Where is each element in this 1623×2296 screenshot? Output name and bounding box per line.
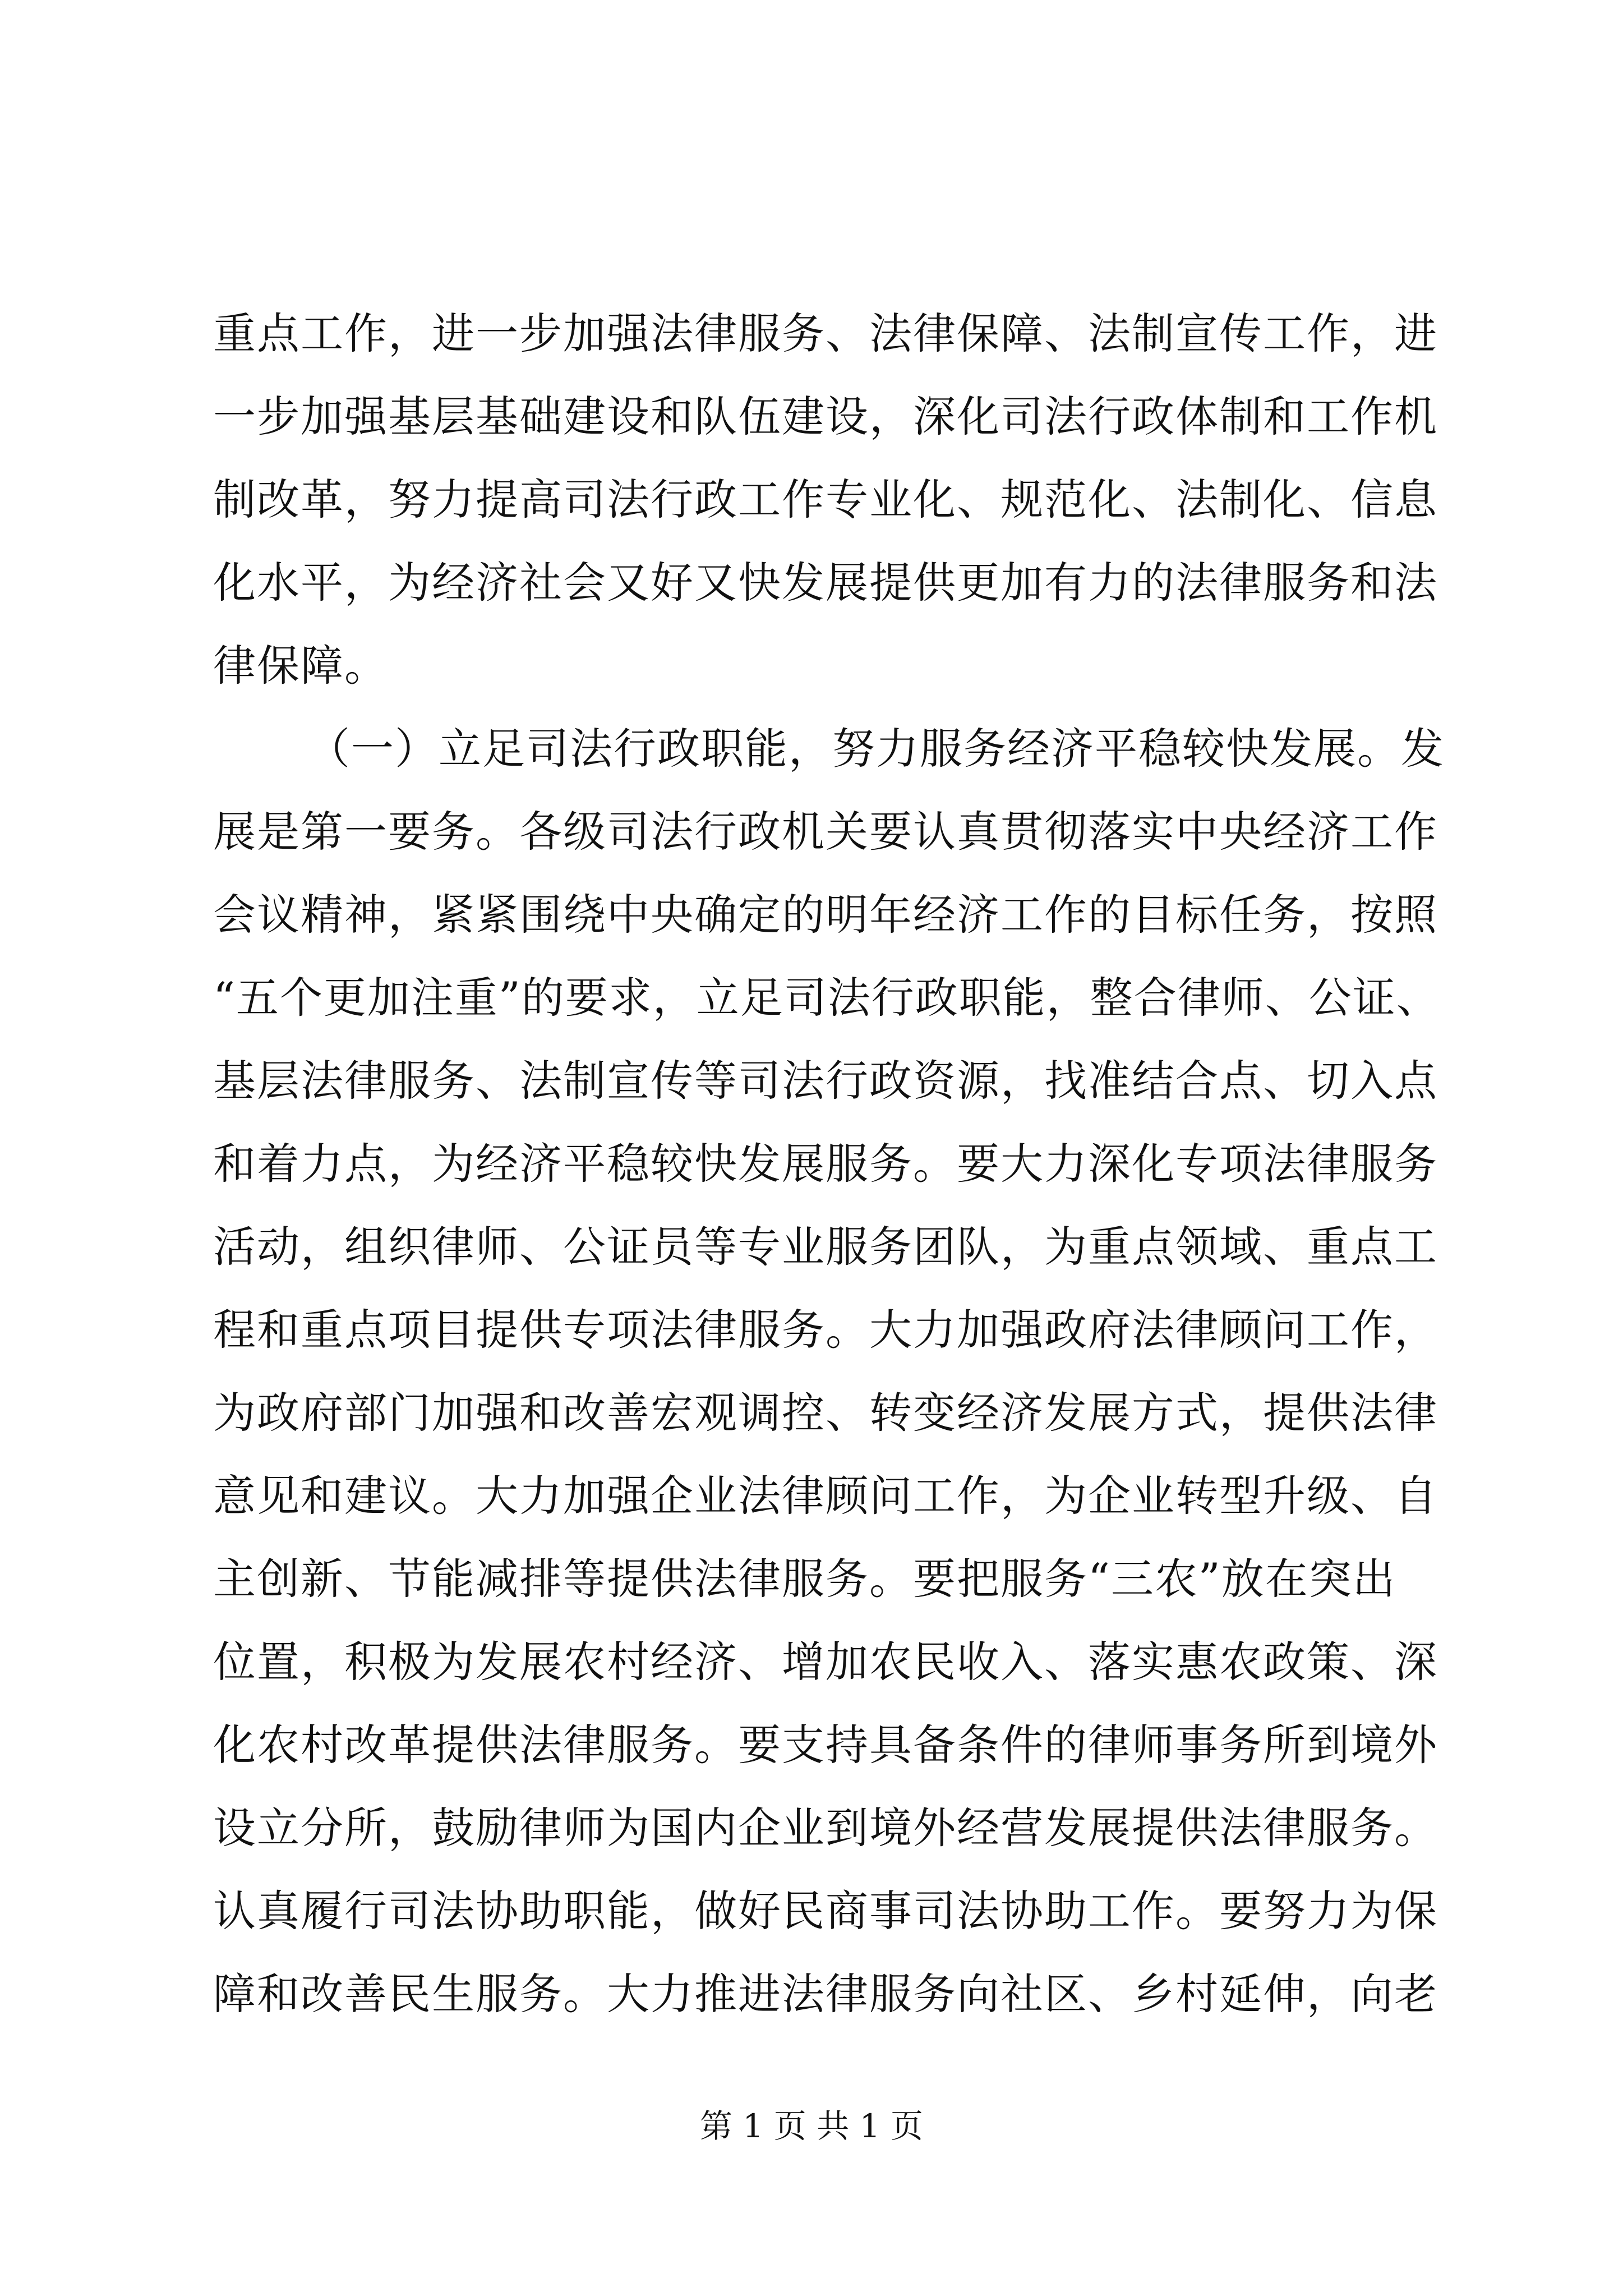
text-line: “五个更加注重”的要求，立足司法行政职能，整合律师、公证、 <box>213 973 1440 1023</box>
paragraph-first-line: （一）立足司法行政职能，努力服务经济平稳较快发展。发 <box>307 724 1445 774</box>
text-line: 认真履行司法协助职能，做好民商事司法协助工作。要努力为保 <box>213 1886 1438 1936</box>
text-line: 活动，组织律师、公证员等专业服务团队，为重点领域、重点工 <box>213 1222 1438 1272</box>
text-line: 障和改善民生服务。大力推进法律服务向社区、乡村延伸，向老 <box>213 1969 1438 2019</box>
text-line: 为政府部门加强和改善宏观调控、转变经济发展方式，提供法律 <box>213 1388 1438 1438</box>
text-line: 制改革，努力提高司法行政工作专业化、规范化、法制化、信息 <box>213 475 1438 524</box>
text-line: 会议精神，紧紧围绕中央确定的明年经济工作的目标任务，按照 <box>213 890 1438 940</box>
text-line: 化水平，为经济社会又好又快发展提供更加有力的法律服务和法 <box>213 558 1438 608</box>
page-number: 第 1 页 共 1 页 <box>700 2107 923 2145</box>
text-line: 化农村改革提供法律服务。要支持具备条件的律师事务所到境外 <box>213 1720 1438 1770</box>
text-line: 主创新、节能减排等提供法律服务。要把服务“三农”放在突出 <box>213 1554 1396 1604</box>
page-footer <box>0 2101 1623 2151</box>
text-line: 和着力点，为经济平稳较快发展服务。要大力深化专项法律服务 <box>213 1139 1438 1189</box>
text-line: 一步加强基层基础建设和队伍建设，深化司法行政体制和工作机 <box>213 392 1438 441</box>
text-line: 程和重点项目提供专项法律服务。大力加强政府法律顾问工作， <box>213 1305 1438 1355</box>
text-line: 律保障。 <box>213 641 388 691</box>
text-line: 位置，积极为发展农村经济、增加农民收入、落实惠农政策、深 <box>213 1637 1438 1687</box>
text-line: 基层法律服务、法制宣传等司法行政资源，找准结合点、切入点 <box>213 1056 1438 1106</box>
text-line: 重点工作，进一步加强法律服务、法律保障、法制宣传工作，进 <box>213 309 1438 358</box>
text-line: 展是第一要务。各级司法行政机关要认真贯彻落实中央经济工作 <box>213 807 1438 857</box>
text-line: 设立分所，鼓励律师为国内企业到境外经营发展提供法律服务。 <box>213 1803 1438 1853</box>
text-line: 意见和建议。大力加强企业法律顾问工作，为企业转型升级、自 <box>213 1471 1438 1521</box>
